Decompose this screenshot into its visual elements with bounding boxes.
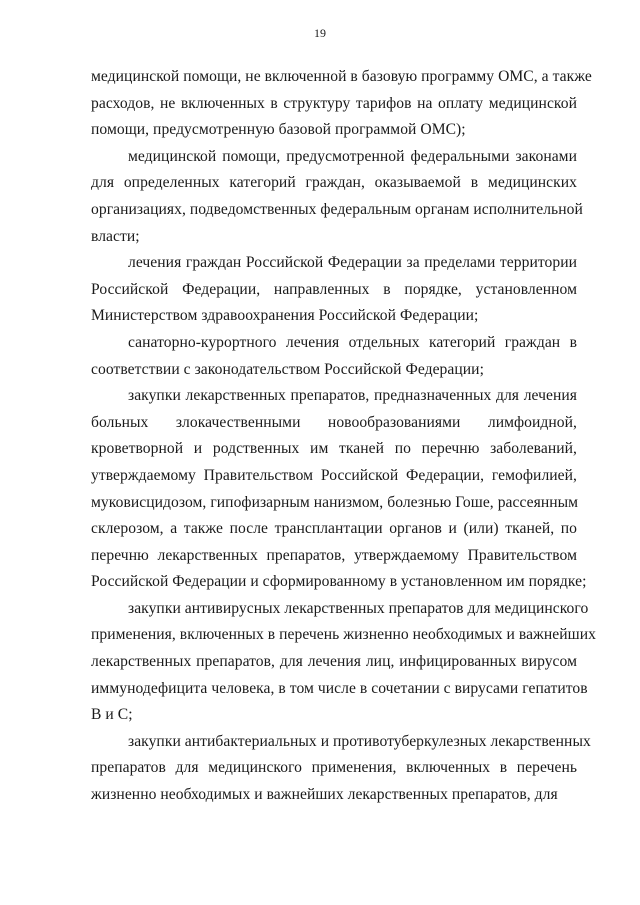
document-body [91, 64, 596, 809]
text-line: организациях, подведомственных федеральным органам исполнительной [91, 200, 583, 218]
text-line: медицинской помощи, предусмотренной федеральными законами [128, 147, 577, 165]
text-line: иммунодефицита человека, в том числе в сочетании с вирусами гепатитов [91, 679, 588, 697]
text-line: препаратов для медицинского применения, включенных в перечень [91, 759, 577, 777]
text-line: муковисцидозом, гипофизарным нанизмом, болезнью Гоше, рассеянным [91, 493, 579, 511]
paragraph [91, 596, 596, 729]
text-line: утверждаемому Правительством Российской Федерации, гемофилией, [91, 466, 577, 484]
text-line: закупки антивирусных лекарственных препаратов для медицинского [128, 599, 589, 617]
text-line: помощи, предусмотренную базовой программой ОМС); [91, 121, 466, 139]
text-line: закупки антибактериальных и противотуберкулезных лекарственных [128, 732, 591, 750]
paragraph [91, 144, 583, 250]
paragraph [91, 383, 587, 596]
text-line: расходов, не включенных в структуру тарифов на оплату медицинской [91, 94, 577, 112]
text-line: власти; [91, 227, 140, 245]
text-line: для определенных категорий граждан, оказываемой в медицинских [91, 174, 577, 192]
text-line: лечения граждан Российской Федерации за пределами территории [128, 254, 577, 272]
paragraph [91, 64, 592, 144]
text-line: соответствии с законодательством Российской Федерации; [91, 360, 484, 378]
text-line: жизненно необходимых и важнейших лекарственных препаратов, для [91, 786, 558, 804]
text-line: лекарственных препаратов, для лечения лиц, инфицированных вирусом [91, 653, 577, 671]
text-line: медицинской помощи, не включенной в базовую программу ОМС, а также [91, 68, 592, 85]
text-line: закупки лекарственных препаратов, предназначенных для лечения [128, 387, 577, 405]
text-line: склерозом, а также после трансплантации органов и (или) тканей, по [91, 520, 577, 538]
paragraph [91, 250, 577, 330]
text-line: Министерством здравоохранения Российской Федерации; [91, 307, 479, 325]
text-line: перечню лекарственных препаратов, утверждаемому Правительством [91, 546, 577, 564]
page-number: 19 [314, 26, 326, 40]
text-line: применения, включенных в перечень жизненно необходимых и важнейших [91, 626, 596, 644]
text-line: Российской Федерации, направленных в порядке, установленном [91, 280, 577, 298]
text-line: санаторно-курортного лечения отдельных категорий граждан в [128, 333, 577, 351]
paragraph [91, 330, 577, 383]
text-line: В и С; [91, 706, 133, 724]
paragraph [91, 729, 591, 809]
text-line: больных злокачественными новообразованиями лимфоидной, [91, 413, 577, 431]
text-line: кроветворной и родственных им тканей по перечню заболеваний, [91, 440, 577, 458]
text-line: Российской Федерации и сформированному в установленном им порядке; [91, 573, 587, 591]
